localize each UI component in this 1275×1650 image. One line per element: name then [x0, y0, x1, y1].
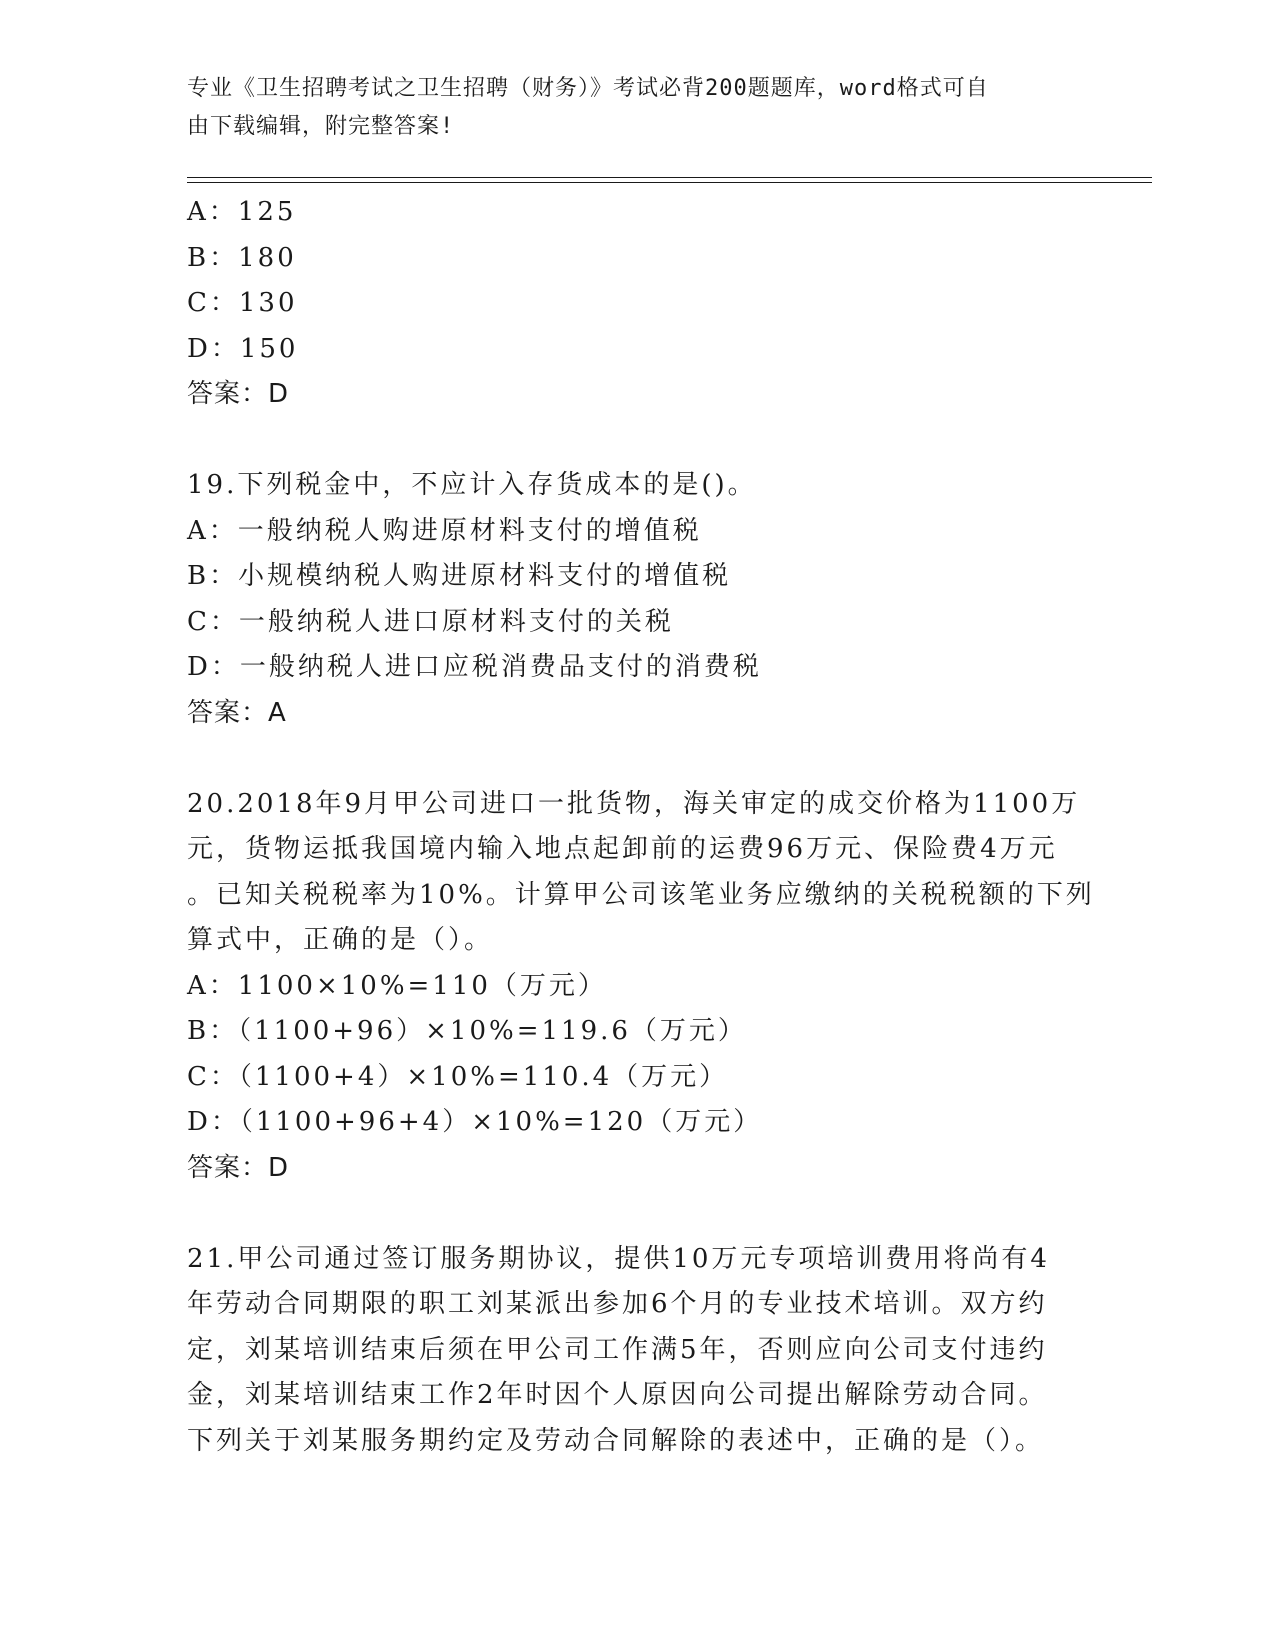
header-divider-top	[187, 177, 1152, 178]
question-21	[187, 1237, 1087, 1465]
option-b: B：小规模纳税人购进原材料支付的增值税	[187, 561, 732, 591]
option-d: D：一般纳税人进口应税消费品支付的消费税	[187, 652, 762, 682]
document-body	[187, 190, 1095, 1464]
answer-18: 答案：D	[187, 379, 290, 409]
header-line-2: 由下载编辑，附完整答案!	[187, 114, 455, 139]
option-d: D：150	[187, 333, 299, 364]
header-line-1: 专业《卫生招聘考试之卫生招聘（财务）》考试必背200题题库，word格式可自	[187, 76, 989, 101]
option-b: B：（1100+96）×10%=119.6（万元）	[187, 1016, 747, 1046]
answer-19: 答案：A	[187, 697, 287, 728]
spacer	[187, 418, 1087, 464]
question-20-line-3: 。已知关税税率为10%。计算甲公司该笔业务应缴纳的关税税额的下列	[187, 879, 1095, 910]
question-19-text: 19.下列税金中，不应计入存货成本的是()。	[187, 470, 757, 500]
option-a: A：一般纳税人购进原材料支付的增值税	[187, 515, 702, 546]
answer-20: 答案：D	[187, 1152, 290, 1183]
option-a: A：125	[187, 197, 297, 227]
option-c: C：130	[187, 288, 298, 318]
question-21-line-3: 定，刘某培训结束后须在甲公司工作满5年，否则应向公司支付违约	[187, 1334, 1048, 1365]
spacer	[187, 736, 1087, 782]
question-20	[187, 782, 1095, 1192]
question-21-line-1: 21.甲公司通过签订服务期协议，提供10万元专项培训费用将尚有4	[187, 1243, 1050, 1274]
question-21-line-5: 下列关于刘某服务期约定及劳动合同解除的表述中，正确的是（）。	[187, 1425, 1045, 1456]
question-20-line-1: 20.2018年9月甲公司进口一批货物，海关审定的成交价格为1100万	[187, 788, 1081, 819]
option-c: C：（1100+4）×10%=110.4（万元）	[187, 1061, 729, 1092]
spacer	[187, 1191, 1087, 1237]
option-a: A：1100×10%=110（万元）	[187, 970, 607, 1001]
option-d: D：（1100+96+4）×10%=120（万元）	[187, 1107, 763, 1137]
option-b: B：180	[187, 242, 297, 273]
question-20-line-4: 算式中，正确的是（）。	[187, 925, 494, 955]
option-c: C：一般纳税人进口原材料支付的关税	[187, 606, 674, 637]
question-18-options	[187, 190, 1087, 418]
question-20-line-2: 元，货物运抵我国境内输入地点起卸前的运费96万元、保险费4万元	[187, 834, 1058, 864]
question-21-line-2: 年劳动合同期限的职工刘某派出参加6个月的专业技术培训。双方约	[187, 1289, 1048, 1319]
question-19	[187, 463, 1087, 736]
header-divider-bottom	[187, 182, 1152, 183]
document-header	[187, 70, 1067, 146]
question-21-line-4: 金，刘某培训结束工作2年时因个人原因向公司提出解除劳动合同。	[187, 1380, 1048, 1410]
